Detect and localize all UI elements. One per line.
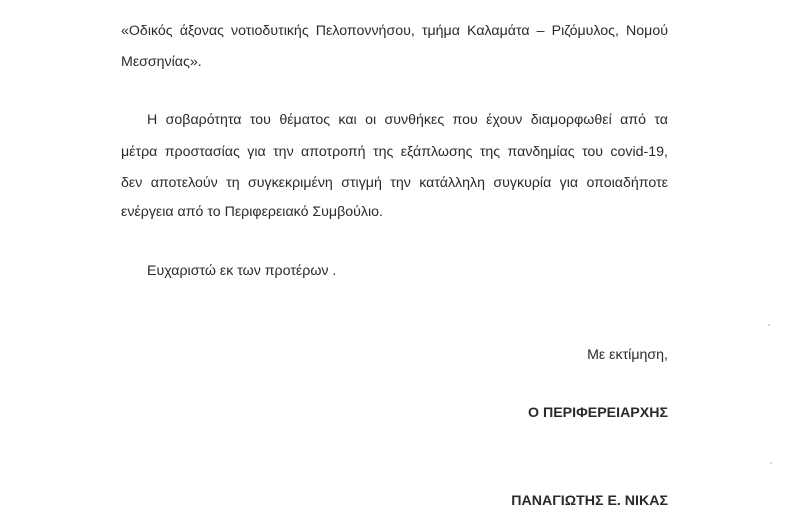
scan-speck (768, 324, 770, 326)
thanks-line: Ευχαριστώ εκ των προτέρων . (147, 263, 337, 279)
signatory-name: ΠΑΝΑΓΙΩΤΗΣ Ε. ΝΙΚΑΣ (511, 493, 668, 509)
reason-paragraph-line-2: μέτρα προστασίας για την αποτροπή της εξάπλωσης της πανδημίας του covid-19, (121, 144, 668, 160)
road-paragraph-line-2: Μεσσηνίας». (121, 54, 202, 70)
signatory-title: Ο ΠΕΡΙΦΕΡΕΙΑΡΧΗΣ (528, 405, 668, 421)
closing-line: Με εκτίμηση, (587, 347, 668, 363)
reason-paragraph-line-1: Η σοβαρότητα του θέματος και οι συνθήκες που έχουν διαμορφωθεί από τα (147, 112, 668, 128)
scan-speck (770, 462, 772, 464)
road-paragraph-line-1: «Οδικός άξονας νοτιοδυτικής Πελοποννήσου, τμήμα Καλαμάτα – Ριζόμυλος, Νομού (121, 23, 668, 39)
reason-paragraph-line-3: δεν αποτελούν τη συγκεκριμένη στιγμή την κατάλληλη συγκυρία για οποιαδήποτε (121, 175, 668, 191)
reason-paragraph-line-4: ενέργεια από το Περιφερειακό Συμβούλιο. (121, 204, 383, 220)
